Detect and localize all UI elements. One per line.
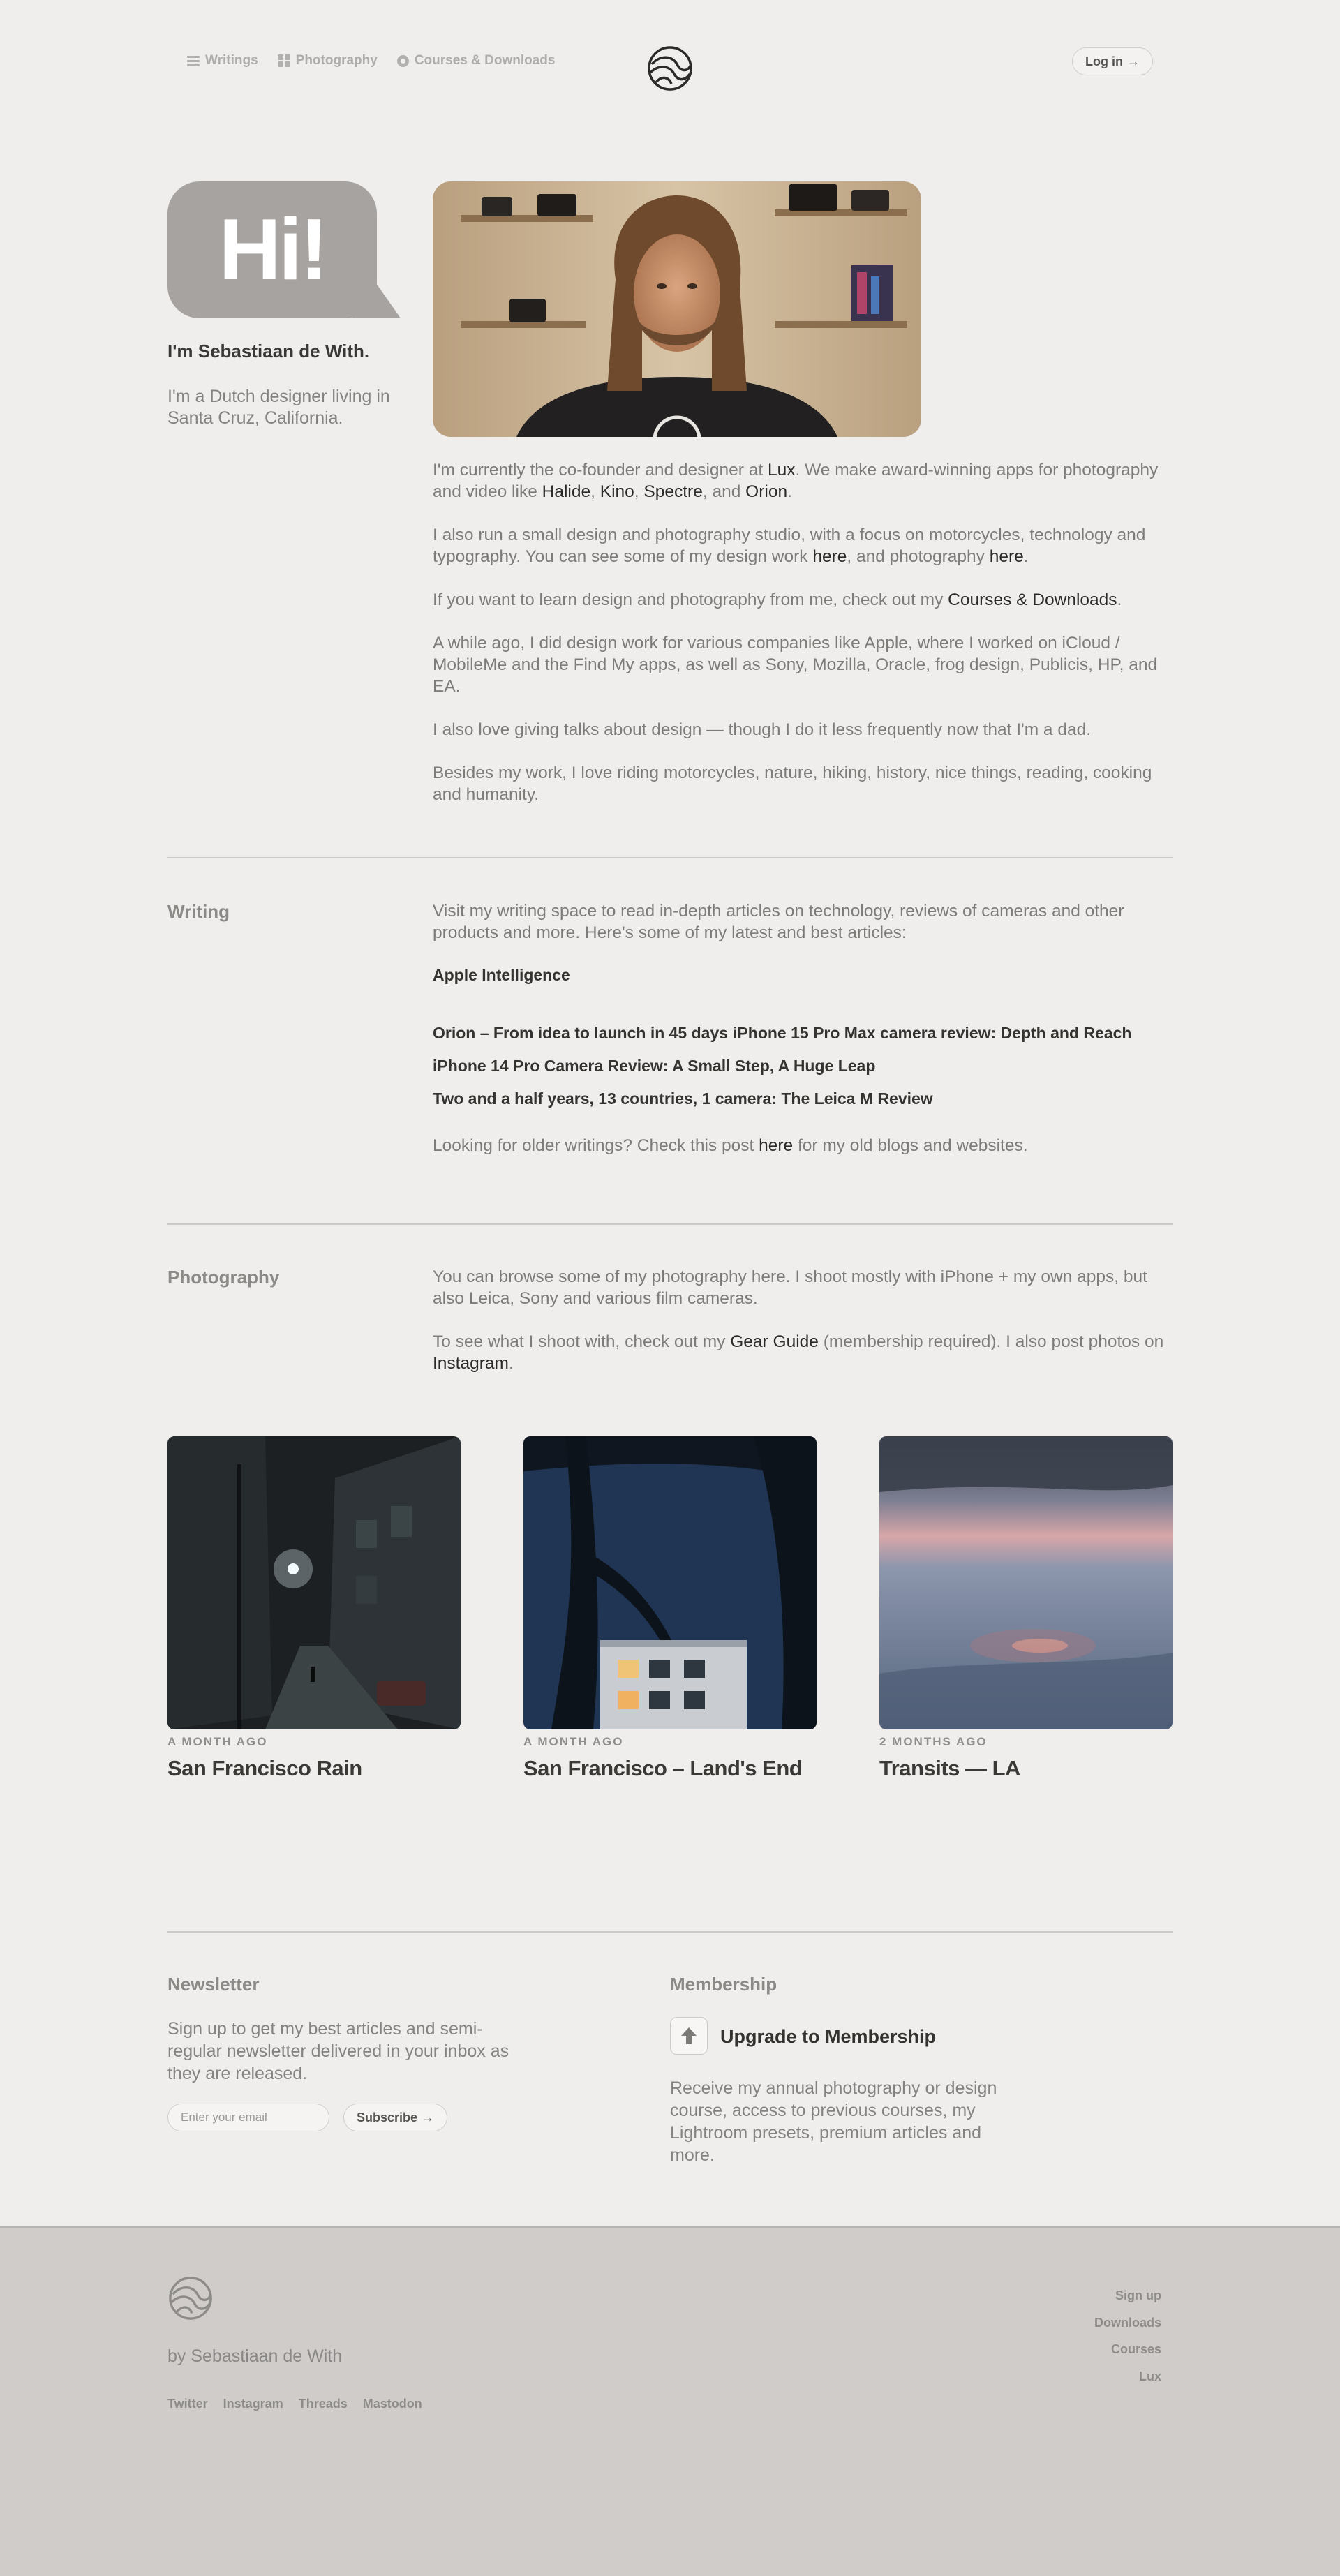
footer-lux-link[interactable]: Lux xyxy=(1138,2369,1161,2383)
lux-link[interactable]: Lux xyxy=(767,461,796,479)
instagram-link[interactable]: Instagram xyxy=(223,2397,283,2411)
subscribe-button[interactable] xyxy=(343,2104,447,2131)
nav-courses[interactable] xyxy=(397,53,556,68)
footer xyxy=(0,2226,1340,2576)
article-link[interactable]: Apple Intelligence xyxy=(433,966,570,984)
newsletter-title: Newsletter xyxy=(168,1974,260,1995)
twitter-link[interactable]: Twitter xyxy=(168,2397,208,2411)
arrow-right-icon: → xyxy=(1127,54,1140,68)
article-link[interactable]: iPhone 14 Pro Camera Review: A Small Step, A Huge Leap xyxy=(433,1057,876,1075)
footer-signup-link[interactable]: Sign up xyxy=(1115,2288,1161,2302)
photography-body xyxy=(433,1266,1166,1374)
spectre-link[interactable]: Spectre xyxy=(643,482,703,501)
kino-link[interactable]: Kino xyxy=(600,482,634,501)
footer-logo-icon[interactable] xyxy=(168,2275,214,2321)
portrait-photo xyxy=(433,181,921,437)
photo-date: A MONTH AGO xyxy=(168,1735,268,1748)
nav-photography[interactable] xyxy=(278,53,378,68)
orion-link[interactable]: Orion xyxy=(745,482,788,501)
footer-social-links xyxy=(168,2397,422,2411)
gear-paragraph: To see what I shoot with, check out my Gear Guide (membership required). I also post photos on Instagram. xyxy=(433,1332,1164,1373)
photo-title[interactable]: San Francisco – Land's End xyxy=(523,1756,803,1780)
photography-title: Photography xyxy=(168,1267,280,1288)
nav-writings-label: Writings xyxy=(205,53,258,68)
upgrade-label[interactable]: Upgrade to Membership xyxy=(720,2026,937,2047)
photo-thumbnail[interactable] xyxy=(879,1436,1172,1729)
older-writings: Looking for older writings? Check this post here for my old blogs and websites. xyxy=(433,1136,1028,1155)
design-work-link[interactable]: here xyxy=(812,547,847,566)
hi-text: Hi! xyxy=(218,202,326,298)
footer-downloads-link[interactable]: Downloads xyxy=(1094,2315,1161,2330)
writing-body xyxy=(433,900,1166,1156)
bio-paragraph-3: If you want to learn design and photography from me, check out my Courses & Downloads. xyxy=(433,590,1122,609)
hi-speech-bubble xyxy=(168,181,377,318)
writing-title: Writing xyxy=(168,901,230,922)
photo-card[interactable] xyxy=(168,1436,461,1781)
article-link[interactable]: Orion – From idea to launch in 45 days xyxy=(433,1024,729,1042)
halide-link[interactable]: Halide xyxy=(542,482,591,501)
divider xyxy=(168,1223,1172,1225)
email-input[interactable] xyxy=(168,2104,329,2131)
arrow-up-icon xyxy=(680,2027,697,2045)
bio xyxy=(433,459,1166,827)
gear-guide-link[interactable]: Gear Guide xyxy=(730,1332,819,1351)
arrow-right-icon: → xyxy=(422,2110,435,2124)
bio-paragraph-4: A while ago, I did design work for various companies like Apple, where I worked on iCloud / MobileMe and the Find My apps, as well as Sony, Mozilla, Oracle, frog design, Publicis, HP, and EA. xyxy=(433,634,1158,696)
divider xyxy=(168,857,1172,858)
bio-paragraph-1: I'm currently the co-founder and designer at Lux. We make award-winning apps for photography and video like Halide, Kino, Spectre, and Orion. xyxy=(433,461,1159,501)
photo-thumbnail[interactable] xyxy=(168,1436,461,1729)
circle-icon xyxy=(397,55,409,67)
photo-title[interactable]: Transits — LA xyxy=(879,1756,1020,1780)
article-link[interactable]: iPhone 15 Pro Max camera review: Depth and Reach xyxy=(733,1024,1132,1042)
bio-paragraph-5: I also love giving talks about design — though I do it less frequently now that I'm a dad. xyxy=(433,720,1092,739)
nav-links xyxy=(187,53,555,68)
threads-link[interactable]: Threads xyxy=(298,2397,348,2411)
mastodon-link[interactable]: Mastodon xyxy=(362,2397,422,2411)
membership-title: Membership xyxy=(670,1974,777,1995)
intro-name: I'm Sebastiaan de With. xyxy=(168,341,370,362)
grid-icon xyxy=(278,54,290,67)
writing-intro: Visit my writing space to read in-depth articles on technology, reviews of cameras and other products and more. Here's some of my latest and best articles: xyxy=(433,902,1124,942)
site-logo-icon[interactable] xyxy=(646,45,694,92)
bio-paragraph-2: I also run a small design and photography studio, with a focus on motorcycles, technology and typography. You can see some of my design work here, and photography here. xyxy=(433,526,1146,566)
photo-date: 2 MONTHS AGO xyxy=(879,1735,988,1748)
photo-date: A MONTH AGO xyxy=(523,1735,624,1748)
article-link[interactable]: Two and a half years, 13 countries, 1 camera: The Leica M Review xyxy=(433,1089,933,1108)
courses-link[interactable]: Courses & Downloads xyxy=(948,590,1117,609)
nav-photography-label: Photography xyxy=(295,53,378,68)
photography-intro: You can browse some of my photography here. I shoot mostly with iPhone + my own apps, but also Leica, Sony and various film cameras. xyxy=(433,1267,1147,1308)
photography-work-link[interactable]: here xyxy=(989,547,1024,566)
footer-courses-link[interactable]: Courses xyxy=(1110,2342,1161,2356)
intro-subtitle: I'm a Dutch designer living in Santa Cruz, California. xyxy=(168,387,390,428)
instagram-link[interactable]: Instagram xyxy=(433,1354,509,1373)
subscribe-label: Subscribe xyxy=(357,2110,418,2124)
login-button[interactable] xyxy=(1072,47,1153,75)
bio-paragraph-6: Besides my work, I love riding motorcycles, nature, hiking, history, nice things, reading, cooking and humanity. xyxy=(433,764,1152,804)
newsletter-text: Sign up to get my best articles and semi-regular newsletter delivered in your inbox as they are released. xyxy=(168,2019,509,2083)
photo-card[interactable] xyxy=(523,1436,817,1781)
photo-thumbnail[interactable] xyxy=(523,1436,817,1729)
list-icon xyxy=(187,54,200,67)
login-label: Log in xyxy=(1085,54,1123,68)
article-row xyxy=(433,1022,1166,1044)
footer-links xyxy=(1094,2282,1161,2390)
nav-courses-label: Courses & Downloads xyxy=(414,53,556,68)
nav-writings[interactable] xyxy=(187,53,258,68)
photo-title[interactable]: San Francisco Rain xyxy=(168,1756,362,1780)
upgrade-button[interactable] xyxy=(670,2017,708,2055)
older-writings-link[interactable]: here xyxy=(759,1136,794,1155)
footer-byline: by Sebastiaan de With xyxy=(168,2346,343,2366)
membership-text: Receive my annual photography or design course, access to previous courses, my Lightroom presets, premium articles and more. xyxy=(670,2078,997,2165)
photo-card[interactable] xyxy=(879,1436,1172,1781)
divider xyxy=(168,1931,1172,1933)
top-nav xyxy=(187,45,1153,78)
